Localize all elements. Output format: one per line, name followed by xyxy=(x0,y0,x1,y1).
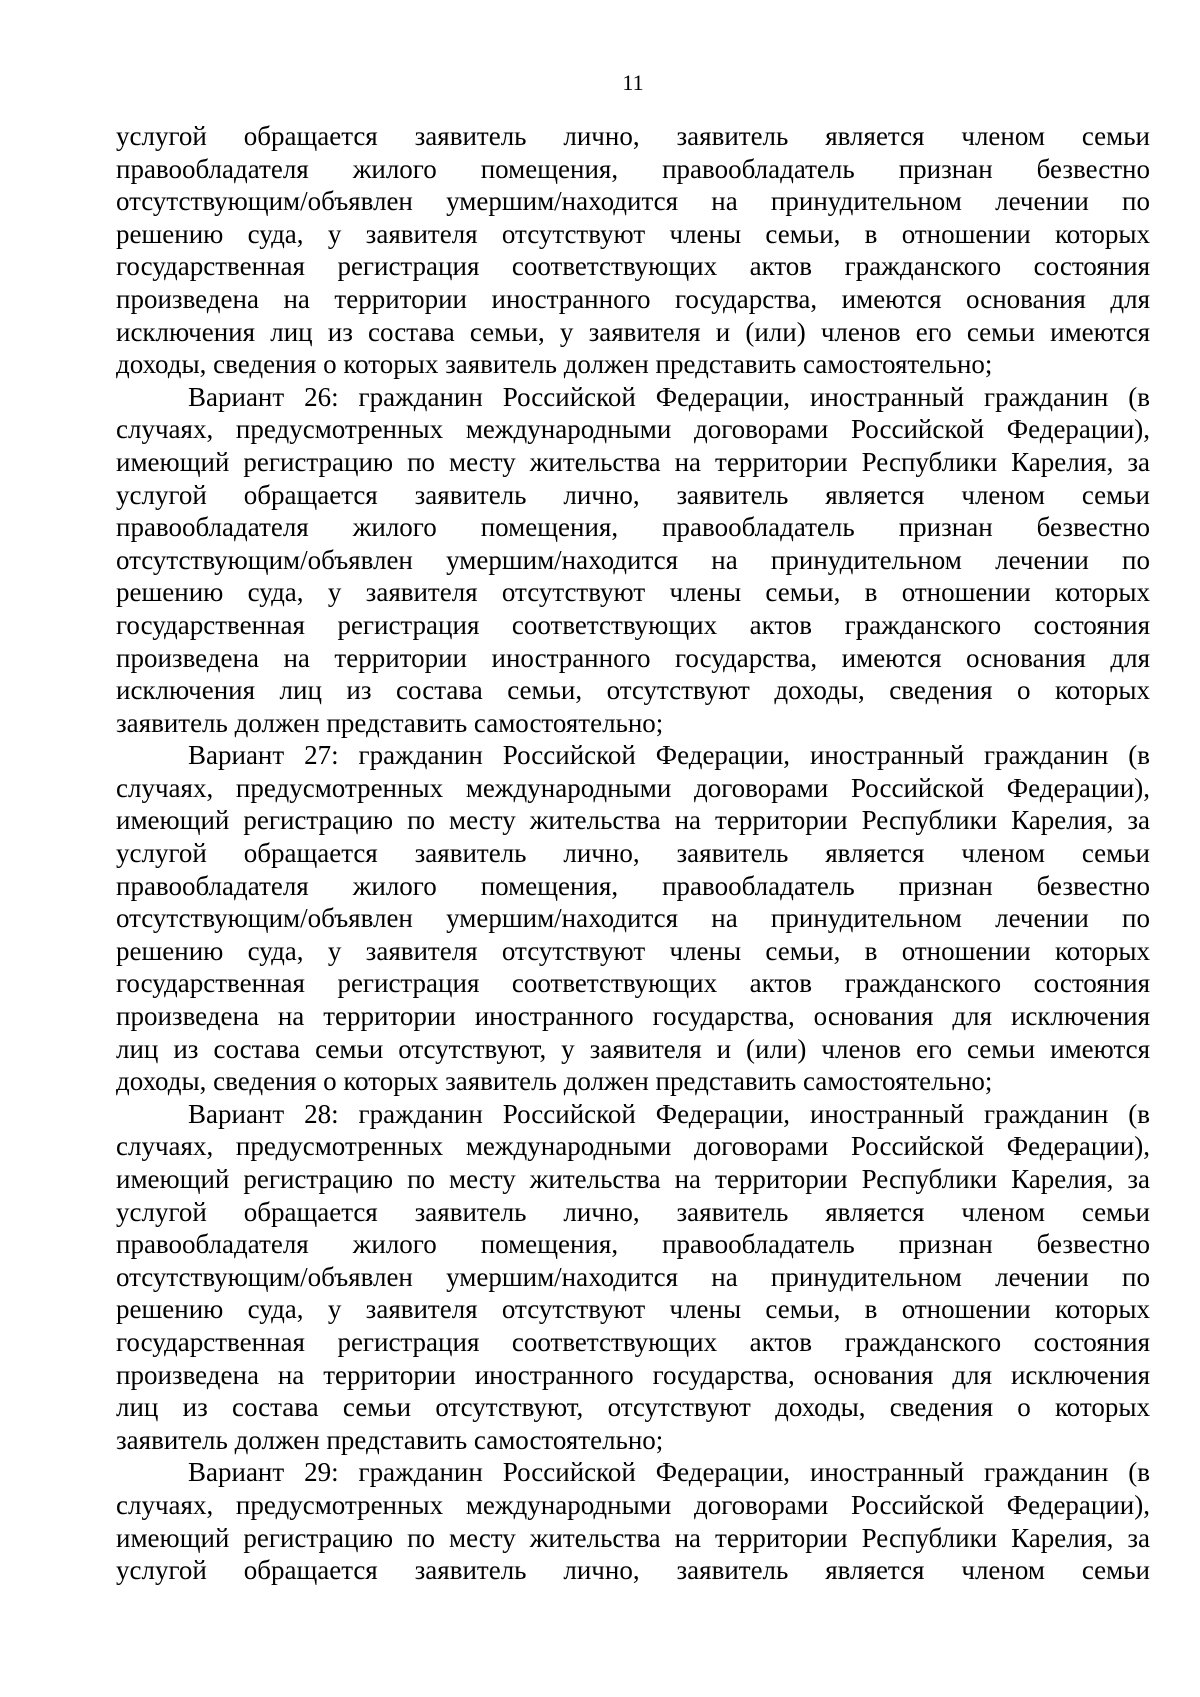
text-line: случаях, предусмотренных международными договорами Российской Федерации), xyxy=(116,1131,1150,1162)
text-line: правообладателя жилого помещения, правообладатель признан безвестно xyxy=(116,153,1150,184)
text-line: лиц из состава семьи отсутствуют, у заявителя и (или) членов его семьи имеются xyxy=(116,1033,1150,1064)
text-line: имеющий регистрацию по месту жительства на территории Республики Карелия, за xyxy=(116,1522,1150,1553)
text-line: заявитель должен представить самостоятельно; xyxy=(116,707,664,738)
paragraph-first-line: Вариант 29: гражданин Российской Федерации, иностранный гражданин (в xyxy=(188,1457,1150,1488)
text-line: имеющий регистрацию по месту жительства на территории Республики Карелия, за xyxy=(116,446,1150,477)
text-line: исключения лиц из состава семьи, отсутствуют доходы, сведения о которых xyxy=(116,675,1150,706)
text-line: доходы, сведения о которых заявитель должен представить самостоятельно; xyxy=(116,1066,993,1097)
text-line: услугой обращается заявитель лично, заявитель является членом семьи xyxy=(116,838,1150,869)
text-line: решению суда, у заявителя отсутствуют члены семьи, в отношении которых xyxy=(116,1294,1150,1325)
text-line: случаях, предусмотренных международными договорами Российской Федерации), xyxy=(116,414,1150,445)
text-line: имеющий регистрацию по месту жительства на территории Республики Карелия, за xyxy=(116,1164,1150,1194)
text-line: правообладателя жилого помещения, правообладатель признан безвестно xyxy=(116,512,1150,543)
document-body xyxy=(116,120,1150,1587)
text-line: отсутствующим/объявлен умершим/находится на принудительном лечении по xyxy=(116,1261,1150,1292)
text-line: произведена на территории иностранного государства, основания для исключения xyxy=(116,1359,1150,1390)
text-line: произведена на территории иностранного государства, имеются основания для xyxy=(116,283,1150,314)
text-line: государственная регистрация соответствующих актов гражданского состояния xyxy=(116,251,1150,282)
page-number: 11 xyxy=(622,70,644,95)
text-line: решению суда, у заявителя отсутствуют члены семьи, в отношении которых xyxy=(116,577,1150,608)
text-line: отсутствующим/объявлен умершим/находится на принудительном лечении по xyxy=(116,903,1150,934)
text-line: отсутствующим/объявлен умершим/находится на принудительном лечении по xyxy=(116,544,1150,575)
paragraph-first-line: Вариант 27: гражданин Российской Федерации, иностранный гражданин (в xyxy=(188,740,1150,771)
text-line: лиц из состава семьи отсутствуют, отсутствуют доходы, сведения о которых xyxy=(116,1392,1150,1423)
text-line: услугой обращается заявитель лично, заявитель является членом семьи xyxy=(116,1555,1150,1586)
paragraph-first-line: Вариант 28: гражданин Российской Федерации, иностранный гражданин (в xyxy=(188,1098,1150,1129)
text-line: решению суда, у заявителя отсутствуют члены семьи, в отношении которых xyxy=(116,218,1150,249)
text-line: услугой обращается заявитель лично, заявитель является членом семьи xyxy=(116,479,1150,510)
text-line: правообладателя жилого помещения, правообладатель признан безвестно xyxy=(116,870,1150,901)
text-line: доходы, сведения о которых заявитель должен представить самостоятельно; xyxy=(116,349,993,380)
paragraph-first-line: Вариант 26: гражданин Российской Федерации, иностранный гражданин (в xyxy=(188,381,1150,412)
text-line: исключения лиц из состава семьи, у заявителя и (или) членов его семьи имеются xyxy=(116,316,1150,347)
text-line: государственная регистрация соответствующих актов гражданского состояния xyxy=(116,968,1150,999)
text-line: произведена на территории иностранного государства, основания для исключения xyxy=(116,1001,1150,1032)
text-line: государственная регистрация соответствующих актов гражданского состояния xyxy=(116,609,1150,640)
text-line: услугой обращается заявитель лично, заявитель является членом семьи xyxy=(116,1196,1150,1227)
text-line: государственная регистрация соответствующих актов гражданского состояния xyxy=(116,1326,1150,1357)
text-line: случаях, предусмотренных международными договорами Российской Федерации), xyxy=(116,772,1150,803)
text-line: отсутствующим/объявлен умершим/находится на принудительном лечении по xyxy=(116,186,1150,217)
text-line: заявитель должен представить самостоятельно; xyxy=(116,1424,664,1455)
text-line: имеющий регистрацию по месту жительства на территории Республики Карелия, за xyxy=(116,805,1150,836)
text-line: случаях, предусмотренных международными договорами Российской Федерации), xyxy=(116,1489,1150,1520)
text-line: услугой обращается заявитель лично, заявитель является членом семьи xyxy=(116,121,1150,151)
text-line: решению суда, у заявителя отсутствуют члены семьи, в отношении которых xyxy=(116,935,1150,966)
text-line: произведена на территории иностранного государства, имеются основания для xyxy=(116,642,1150,673)
text-line: правообладателя жилого помещения, правообладатель признан безвестно xyxy=(116,1229,1150,1260)
